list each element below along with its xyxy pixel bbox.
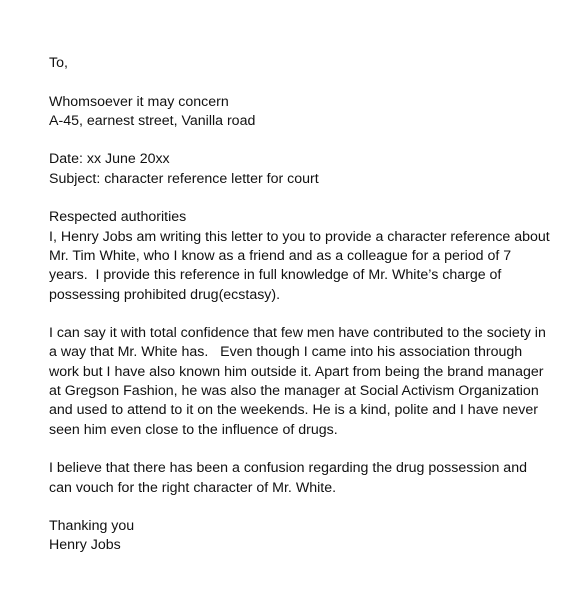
spacer xyxy=(49,131,569,150)
paragraph-2 xyxy=(49,324,569,440)
recipient-line: Whomsoever it may concern xyxy=(49,93,229,110)
subject-line: Subject: character reference letter for court xyxy=(49,170,319,187)
recipient-address: A-45, earnest street, Vanilla road xyxy=(49,112,256,129)
paragraph-line: work but I have also known him outside it. Apart from being the brand manager xyxy=(49,363,544,380)
date-line: Date: xx June 20xx xyxy=(49,151,170,168)
spacer xyxy=(49,305,569,324)
paragraph-line: years. I provide this reference in full knowledge of Mr. White’s charge of xyxy=(49,267,502,284)
spacer xyxy=(49,73,569,92)
closing-line: Thanking you xyxy=(49,518,135,535)
paragraph-line: at Gregson Fashion, he was also the manager at Social Activism Organization xyxy=(49,383,539,400)
paragraph-line: Mr. Tim White, who I know as a friend and as a colleague for a period of 7 xyxy=(49,247,512,264)
spacer xyxy=(49,189,569,208)
paragraph-3 xyxy=(49,459,569,498)
paragraph-line: seen him even close to the influence of drugs. xyxy=(49,421,338,438)
paragraph-line: I can say it with total confidence that few men have contributed to the society in xyxy=(49,325,546,342)
meta-block xyxy=(49,150,569,189)
spacer xyxy=(49,498,569,517)
greeting: Respected authorities xyxy=(49,209,187,226)
recipient-block xyxy=(49,93,569,132)
paragraph-line: and used to attend to it on the weekends. He is a kind, polite and I have never xyxy=(49,402,539,419)
signature-name: Henry Jobs xyxy=(49,537,121,554)
paragraph-line: a way that Mr. White has. Even though I came into his association through xyxy=(49,344,523,361)
letter-body xyxy=(49,54,569,556)
spacer xyxy=(49,440,569,459)
salutation-to: To, xyxy=(49,55,68,71)
paragraph-line: possessing prohibited drug(ecstasy). xyxy=(49,286,281,303)
paragraph-line: can vouch for the right character of Mr. White. xyxy=(49,479,337,496)
paragraph-1 xyxy=(49,228,569,305)
closing-block xyxy=(49,517,569,556)
paragraph-line: I, Henry Jobs am writing this letter to you to provide a character reference about xyxy=(49,228,550,245)
paragraph-line: I believe that there has been a confusion regarding the drug possession and xyxy=(49,460,527,477)
